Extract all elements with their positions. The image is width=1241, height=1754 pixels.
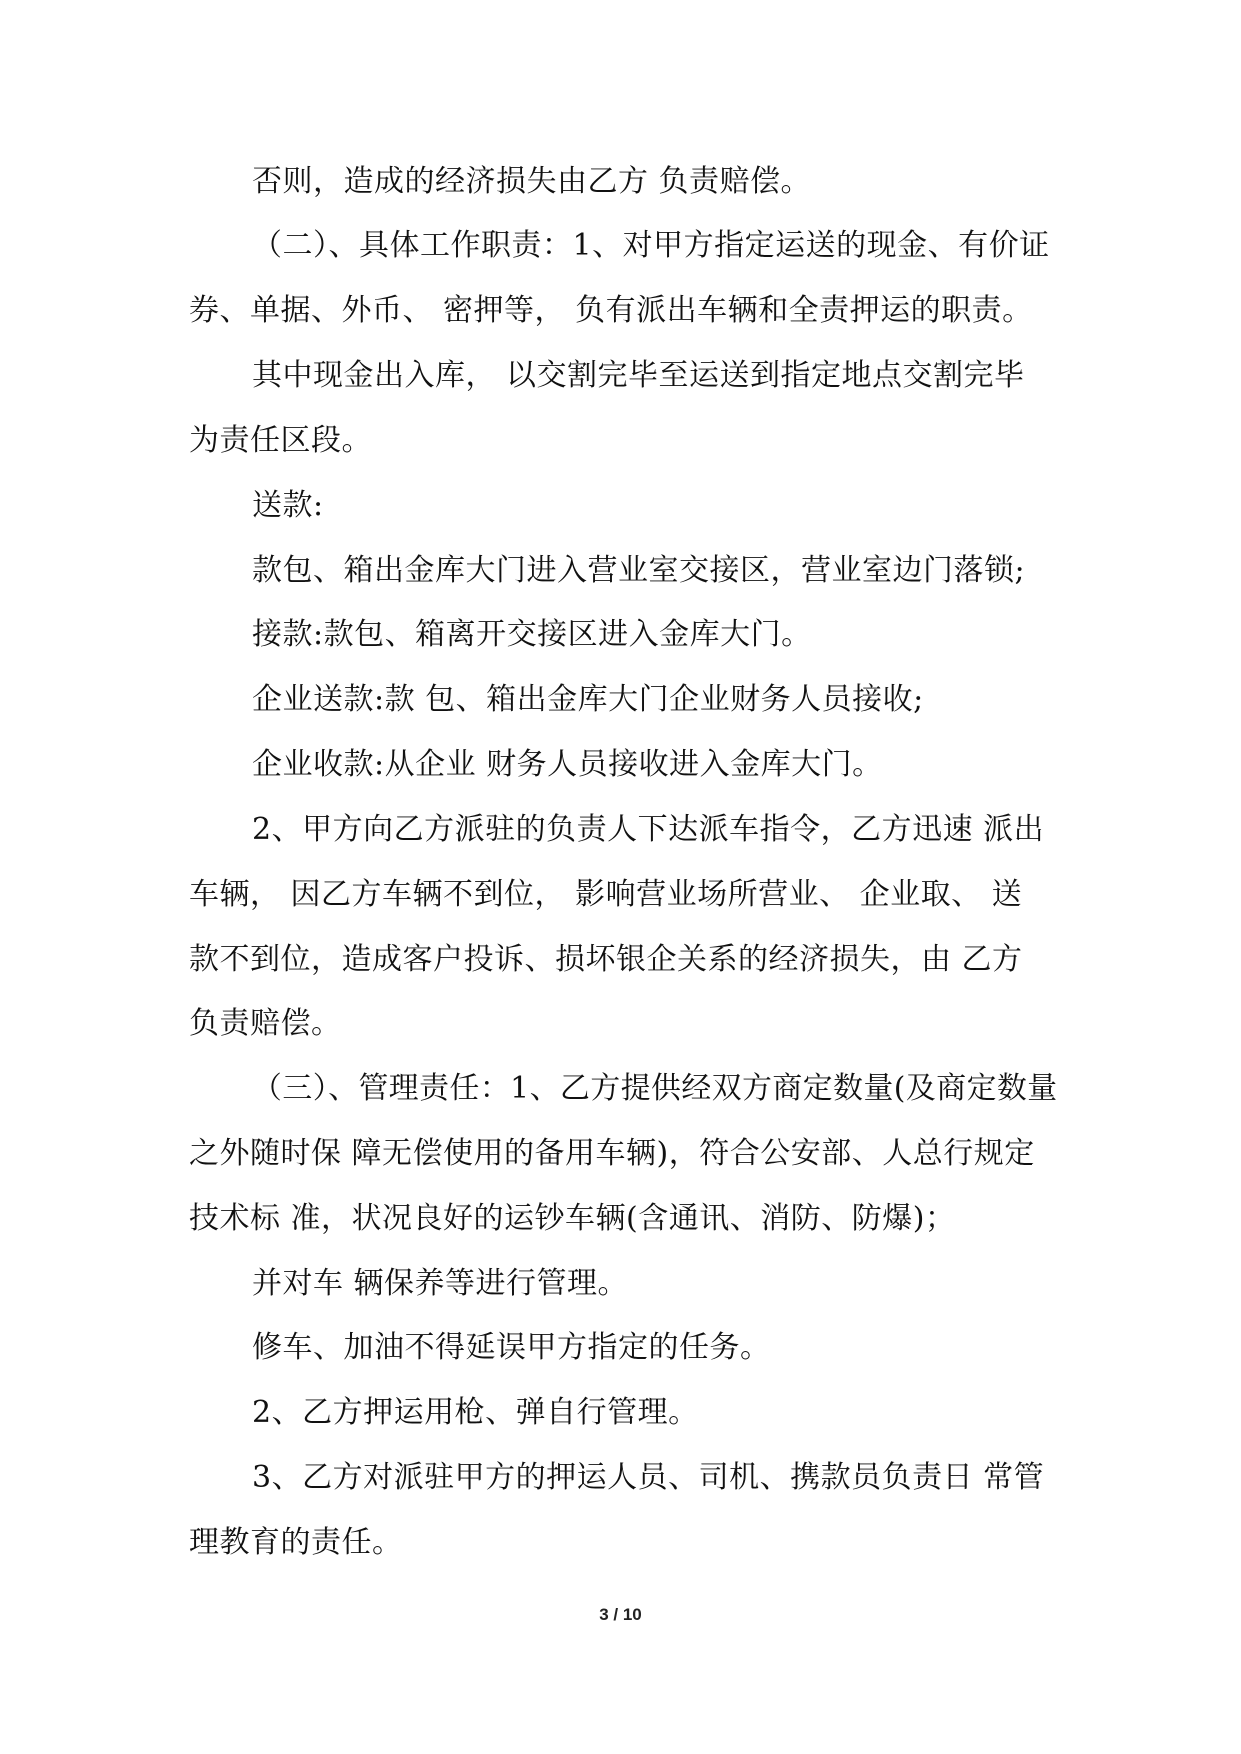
text-line: 送款: [252,488,324,523]
text-line: 款不到位，造成客户投诉、损坏银企关系的经济损失，由 乙方 [189,942,1023,977]
text-line: 理教育的责任。 [189,1525,403,1560]
text-line: 并对车 辆保养等进行管理。 [252,1266,629,1301]
text-line: （三）、管理责任：1、乙方提供经双方商定数量(及商定数量 [252,1071,1058,1106]
text-line: 技术标 准，状况良好的运钞车辆(含通讯、消防、防爆)； [189,1201,956,1236]
text-line: 3、乙方对派驻甲方的押运人员、司机、携款员负责日 常管 [252,1460,1045,1495]
text-line: 券、单据、外币、 密押等， 负有派出车辆和全责押运的职责。 [189,293,1033,328]
text-line: 款包、箱出金库大门进入营业室交接区，营业室边门落锁; [252,553,1026,588]
text-line: 车辆， 因乙方车辆不到位， 影响营业场所营业、 企业取、 送 [189,877,1023,912]
text-line: 为责任区段。 [189,423,372,458]
text-line: 负责赔偿。 [189,1006,342,1041]
text-line: 之外随时保 障无偿使用的备用车辆)，符合公安部、人总行规定 [189,1136,1035,1171]
page-number: 3 / 10 [599,1605,642,1624]
text-line: 2、甲方向乙方派驻的负责人下达派车指令，乙方迅速 派出 [252,812,1045,847]
text-line: （二）、具体工作职责：1、对甲方指定运送的现金、有价证 [252,228,1050,263]
text-line: 2、乙方押运用枪、弹自行管理。 [252,1395,699,1430]
text-line: 其中现金出入库， 以交割完毕至运送到指定地点交割完毕 [252,358,1025,393]
text-line: 企业送款:款 包、箱出金库大门企业财务人员接收; [252,682,924,717]
text-line: 修车、加油不得延误甲方指定的任务。 [252,1330,771,1365]
text-line: 否则，造成的经济损失由乙方 负责赔偿。 [252,164,812,199]
text-line: 接款:款包、箱离开交接区进入金库大门。 [252,617,812,652]
text-line: 企业收款:从企业 财务人员接收进入金库大门。 [252,747,883,782]
